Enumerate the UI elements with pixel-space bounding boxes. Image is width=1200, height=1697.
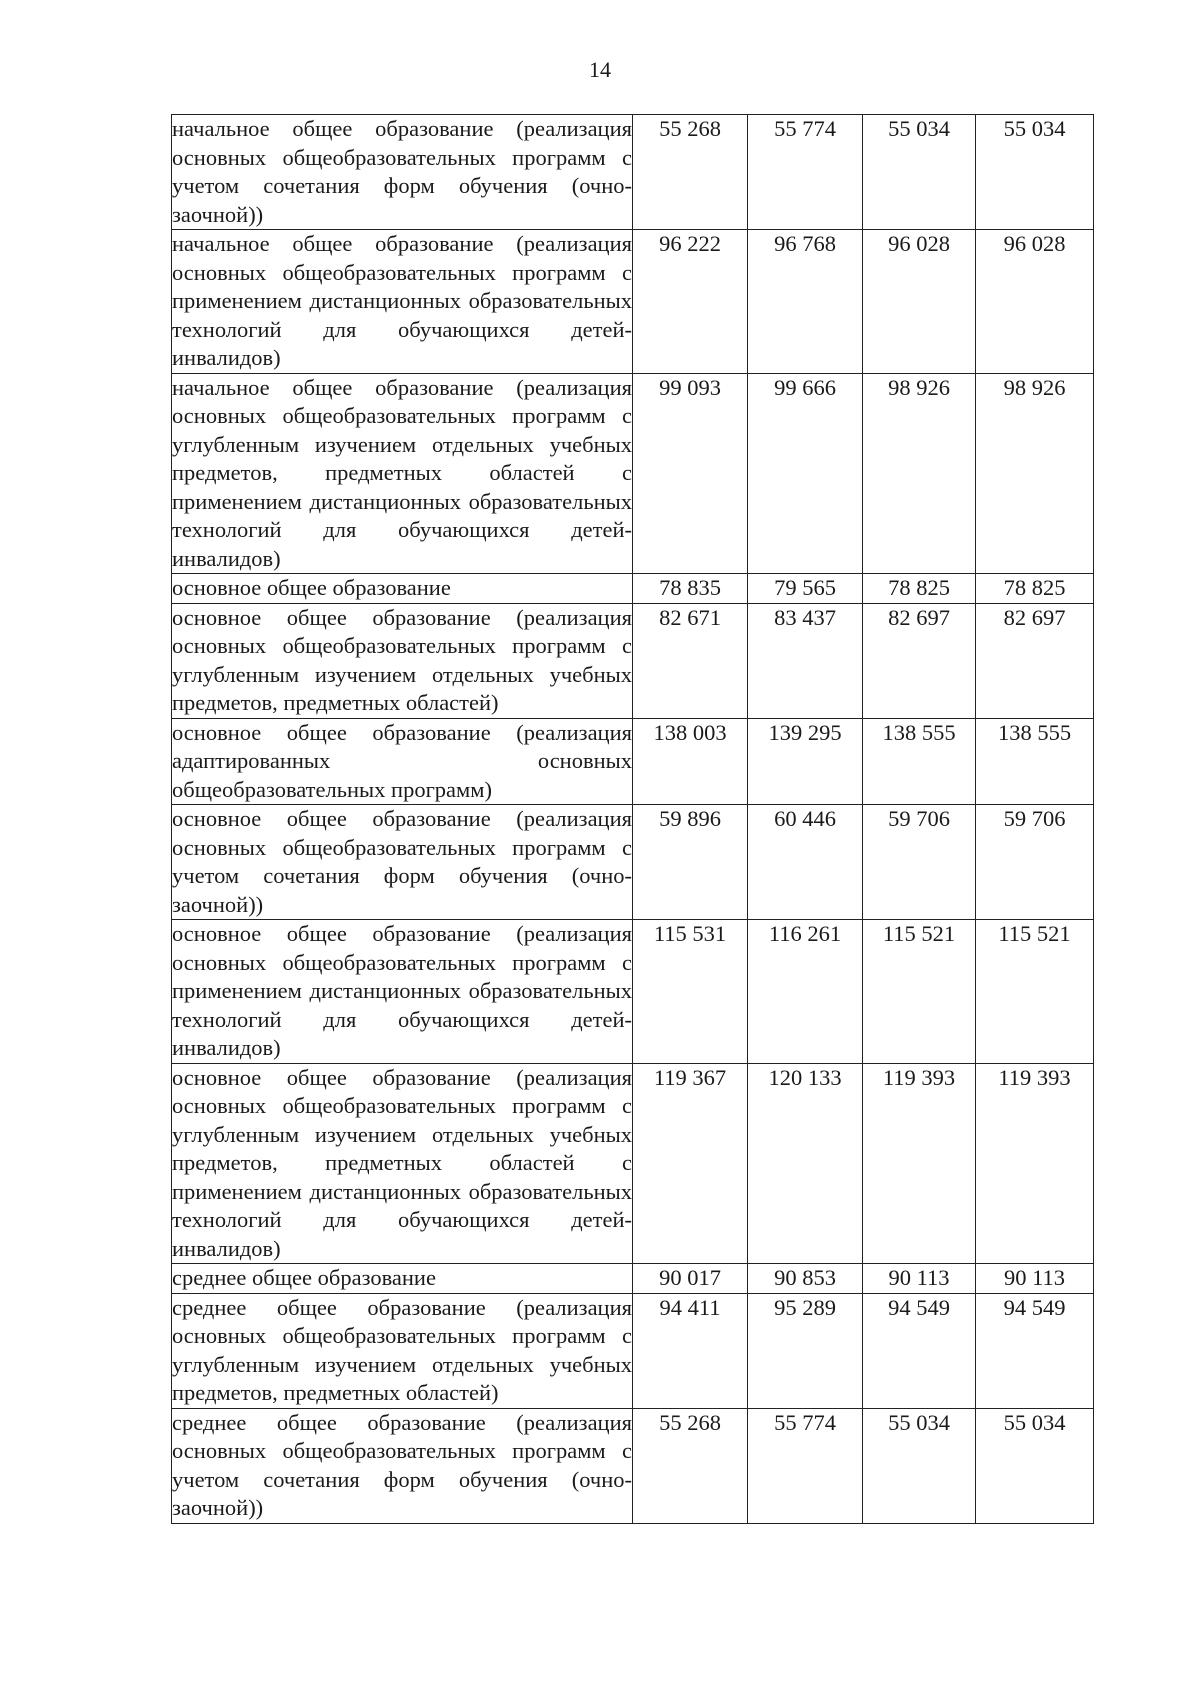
value-cell: 119 367 [633,1063,748,1264]
value-cell: 115 521 [976,920,1094,1064]
value-cell: 95 289 [748,1293,863,1408]
value-cell: 99 093 [633,373,748,574]
row-description: основное общее образование (реализация адаптированных основных общеобразовательных программ) [172,718,633,805]
value-cell: 138 555 [976,718,1094,805]
row-description: начальное общее образование (реализация основных общеобразовательных программ с применением дистанционных образовательных технологий для обучающихся детей-инвалидов) [172,230,633,374]
value-cell: 119 393 [863,1063,976,1264]
value-cell: 90 113 [976,1264,1094,1294]
value-cell: 115 521 [863,920,976,1064]
value-cell: 78 825 [976,574,1094,604]
table-row [172,1408,1094,1523]
table-row [172,373,1094,574]
table-row [172,1264,1094,1294]
value-cell: 55 774 [748,1408,863,1523]
row-description: среднее общее образование [172,1264,633,1294]
value-cell: 96 028 [976,230,1094,374]
row-description: основное общее образование (реализация основных общеобразовательных программ с учетом сочетания форм обучения (очно-заочной)) [172,805,633,920]
value-cell: 120 133 [748,1063,863,1264]
value-cell: 79 565 [748,574,863,604]
value-cell: 115 531 [633,920,748,1064]
value-cell: 99 666 [748,373,863,574]
value-cell: 55 034 [976,1408,1094,1523]
value-cell: 78 835 [633,574,748,604]
row-description: начальное общее образование (реализация основных общеобразовательных программ с учетом сочетания форм обучения (очно-заочной)) [172,115,633,230]
row-description: начальное общее образование (реализация основных общеобразовательных программ с углубленным изучением отдельных учебных предметов, предметных областей с применением дистанционных образовательных технологий для обучающихся детей-инвалидов) [172,373,633,574]
row-description: основное общее образование (реализация основных общеобразовательных программ с применением дистанционных образовательных технологий для обучающихся детей-инвалидов) [172,920,633,1064]
value-cell: 90 853 [748,1264,863,1294]
row-description: основное общее образование (реализация основных общеобразовательных программ с углубленным изучением отдельных учебных предметов, предметных областей) [172,603,633,718]
value-cell: 55 034 [863,1408,976,1523]
table-row [172,805,1094,920]
page-number: 14 [589,57,611,82]
value-cell: 94 549 [976,1293,1094,1408]
table-row [172,718,1094,805]
table-row [172,115,1094,230]
value-cell: 96 028 [863,230,976,374]
table-row [172,1293,1094,1408]
value-cell: 138 003 [633,718,748,805]
value-cell: 83 437 [748,603,863,718]
value-cell: 82 697 [863,603,976,718]
value-cell: 78 825 [863,574,976,604]
value-cell: 59 706 [863,805,976,920]
value-cell: 116 261 [748,920,863,1064]
row-description: среднее общее образование (реализация основных общеобразовательных программ с углубленным изучением отдельных учебных предметов, предметных областей) [172,1293,633,1408]
row-description: среднее общее образование (реализация основных общеобразовательных программ с учетом сочетания форм обучения (очно-заочной)) [172,1408,633,1523]
value-cell: 119 393 [976,1063,1094,1264]
value-cell: 98 926 [976,373,1094,574]
row-description: основное общее образование [172,574,633,604]
value-cell: 59 706 [976,805,1094,920]
value-cell: 139 295 [748,718,863,805]
value-cell: 82 697 [976,603,1094,718]
funding-table [171,114,1094,1524]
value-cell: 55 774 [748,115,863,230]
table-row [172,574,1094,604]
value-cell: 94 549 [863,1293,976,1408]
value-cell: 90 113 [863,1264,976,1294]
value-cell: 55 268 [633,1408,748,1523]
value-cell: 98 926 [863,373,976,574]
value-cell: 96 768 [748,230,863,374]
table-row [172,230,1094,374]
value-cell: 82 671 [633,603,748,718]
row-description: основное общее образование (реализация основных общеобразовательных программ с углубленным изучением отдельных учебных предметов, предметных областей с применением дистанционных образовательных технологий для обучающихся детей-инвалидов) [172,1063,633,1264]
value-cell: 90 017 [633,1264,748,1294]
value-cell: 59 896 [633,805,748,920]
value-cell: 55 268 [633,115,748,230]
value-cell: 55 034 [863,115,976,230]
table-row [172,920,1094,1064]
value-cell: 96 222 [633,230,748,374]
value-cell: 55 034 [976,115,1094,230]
table-row [172,1063,1094,1264]
value-cell: 60 446 [748,805,863,920]
table-row [172,603,1094,718]
value-cell: 138 555 [863,718,976,805]
value-cell: 94 411 [633,1293,748,1408]
